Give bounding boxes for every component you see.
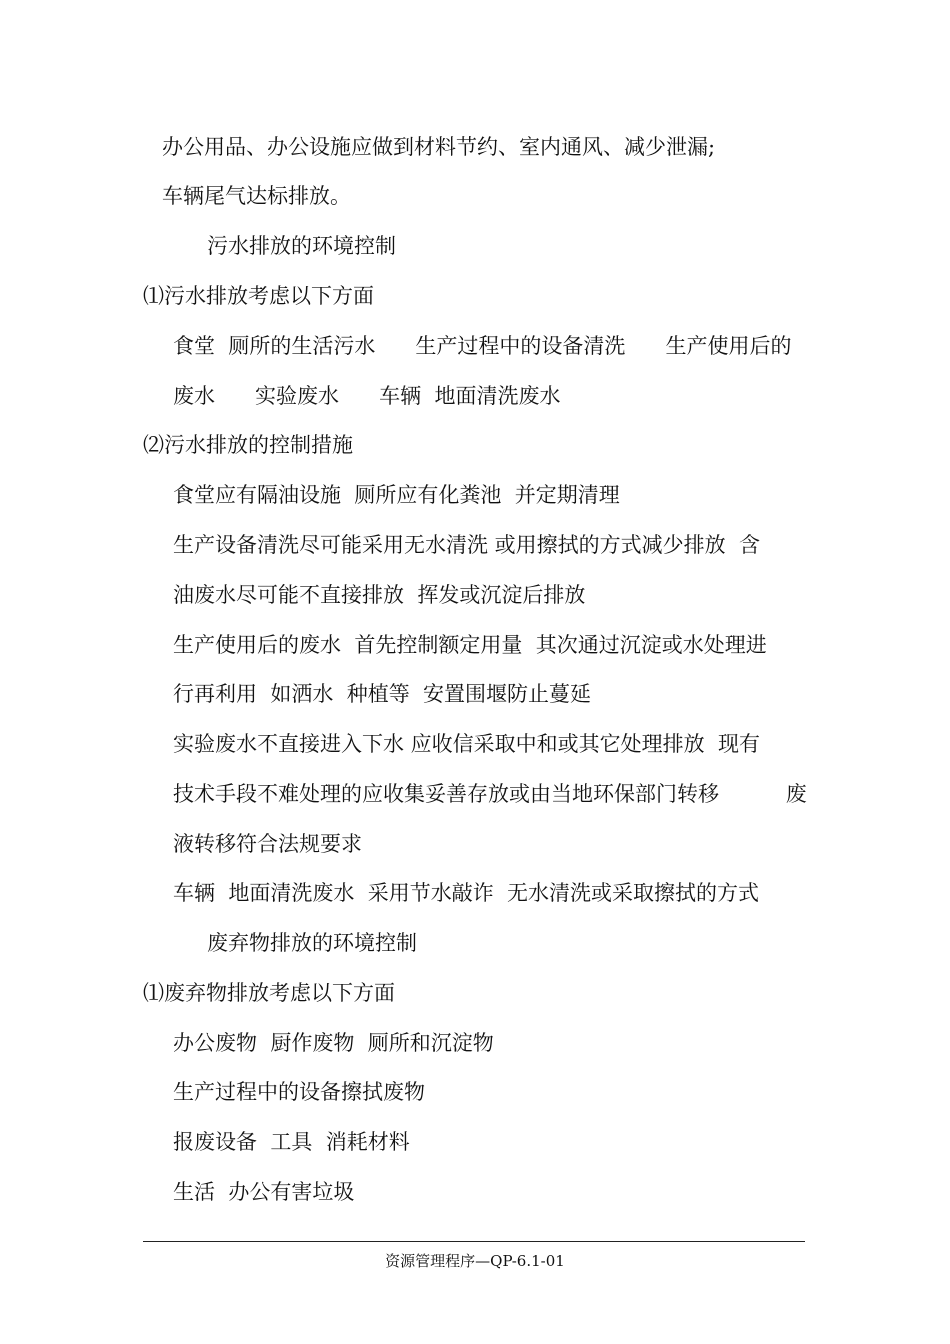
- text-line: 液转移符合法规要求: [173, 832, 362, 856]
- text-line: 食堂 厕所的生活污水 生产过程中的设备清洗 生产使用后的: [173, 334, 792, 358]
- section-heading: 污水排放的环境控制: [207, 234, 396, 258]
- text-line: 车辆尾气达标排放。: [162, 184, 351, 208]
- text-line: 行再利用 如洒水 种植等 安置围堰防止蔓延: [173, 682, 592, 706]
- text-line: 食堂应有隔油设施 厕所应有化粪池 并定期清理: [173, 483, 620, 507]
- subsection-heading: ⑴废弃物排放考虑以下方面: [143, 981, 395, 1005]
- text-line: 生产使用后的废水 首先控制额定用量 其次通过沉淀或水处理进: [173, 633, 767, 657]
- text-line: 报废设备 工具 消耗材料: [173, 1130, 410, 1154]
- footer-divider: [143, 1241, 805, 1242]
- section-heading: 废弃物排放的环境控制: [207, 931, 417, 955]
- subsection-heading: ⑵污水排放的控制措施: [143, 433, 353, 457]
- text-line: 车辆 地面清洗废水 采用节水敲诈 无水清洗或采取擦拭的方式: [173, 881, 760, 905]
- text-line: 办公用品、办公设施应做到材料节约、室内通风、减少泄漏;: [162, 135, 716, 159]
- text-line: 废水 实验废水 车辆 地面清洗废水: [173, 384, 561, 408]
- page-footer: 资源管理程序—QP-6.1-01: [385, 1252, 565, 1270]
- text-line: 生活 办公有害垃圾: [173, 1180, 355, 1204]
- text-line: 技术手段不难处理的应收集妥善存放或由当地环保部门转移 废: [173, 782, 807, 806]
- text-line: 生产过程中的设备擦拭废物: [173, 1080, 425, 1104]
- text-line: 生产设备清洗尽可能采用无水清洗 或用擦拭的方式减少排放 含: [173, 533, 761, 557]
- text-line: 实验废水不直接进入下水 应收信采取中和或其它处理排放 现有: [173, 732, 761, 756]
- text-line: 油废水尽可能不直接排放 挥发或沉淀后排放: [173, 583, 586, 607]
- subsection-heading: ⑴污水排放考虑以下方面: [143, 284, 374, 308]
- text-line: 办公废物 厨作废物 厕所和沉淀物: [173, 1031, 494, 1055]
